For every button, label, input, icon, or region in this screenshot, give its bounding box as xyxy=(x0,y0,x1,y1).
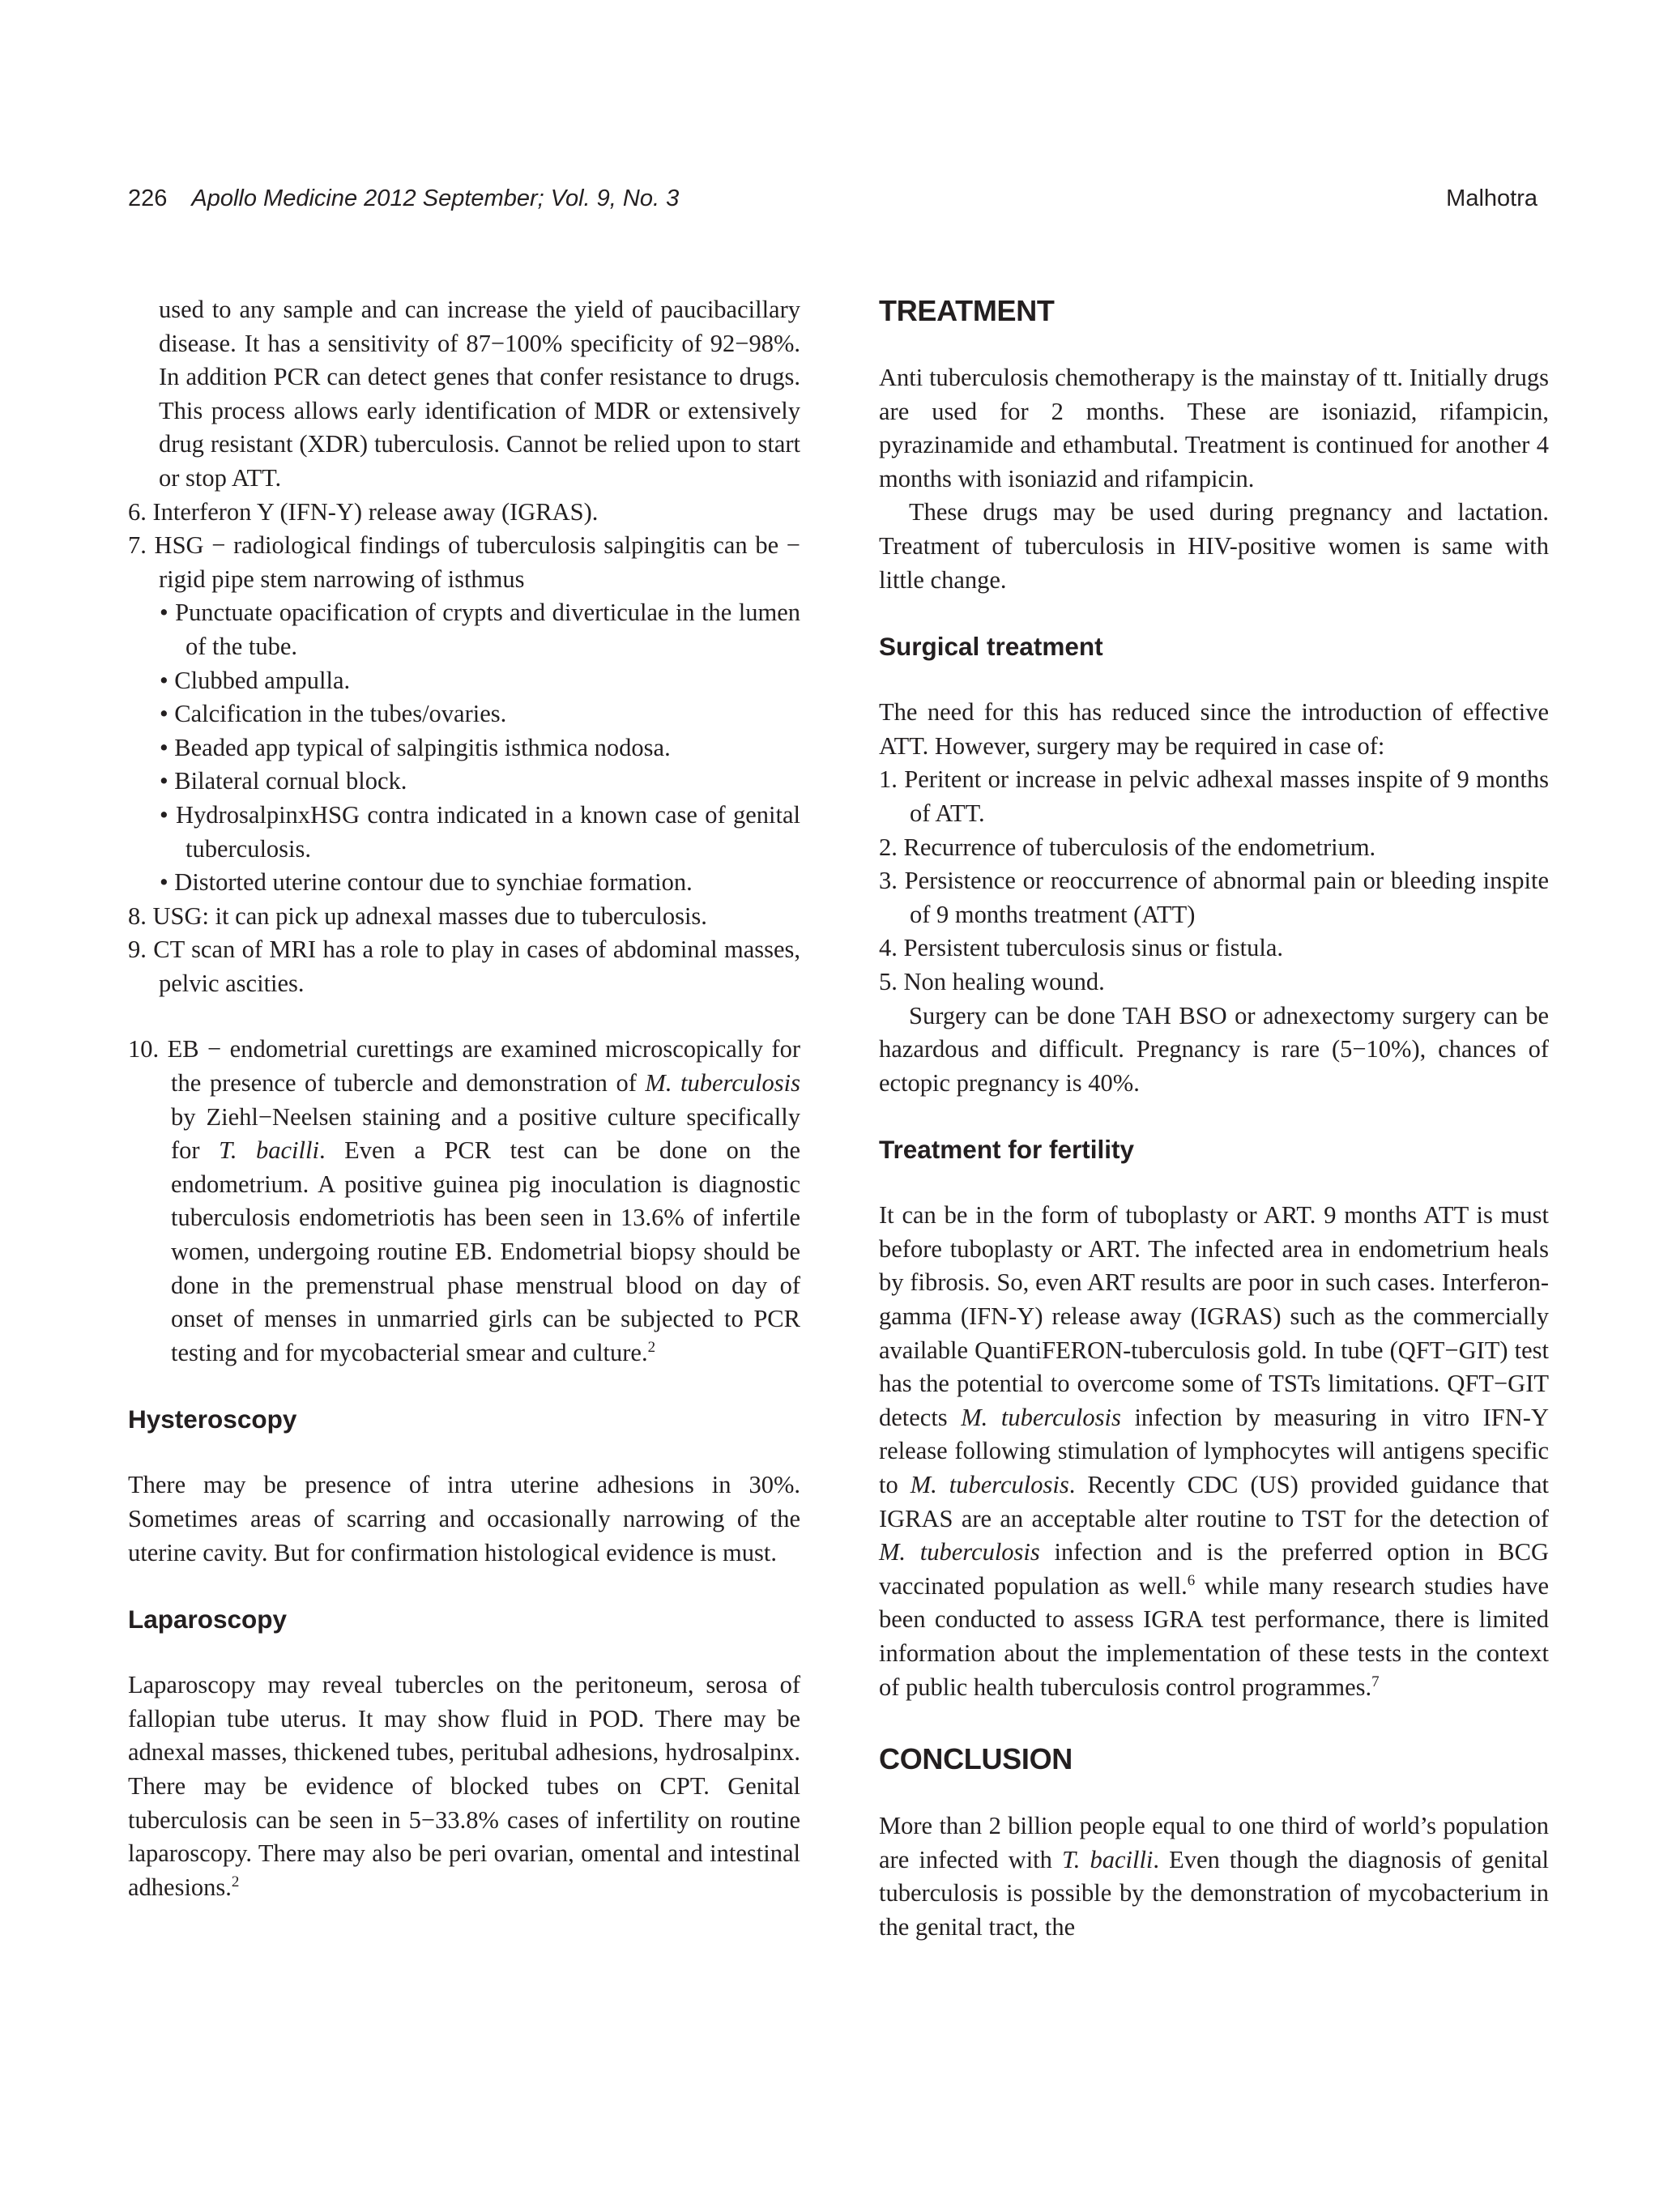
surgical-list-item: 2. Recurrence of tuberculosis of the endometrium. xyxy=(879,833,1376,861)
laparoscopy-paragraph: Laparoscopy may reveal tubercles on the peritoneum, serosa of fallopian tube uterus. It may show fluid in POD. There may be adnexal masses, thickened tubes, peritubal adhesions, hydrosalpinx. There may be evidence of blocked tubes on CPT. Genital tuberculosis can be seen in 5−33.8% cases of infertility on routine laparoscopy. There may also be peri ovarian, omental and intestinal adhesions.$^2$ xyxy=(128,1671,800,1901)
treatment-paragraph-2: These drugs may be used during pregnancy and lactation. Treatment of tuberculosis in HIV-positive women is same with little change. xyxy=(879,498,1549,594)
fertility-heading: Treatment for fertility xyxy=(879,1135,1135,1165)
species-name: T. bacilli xyxy=(219,1136,319,1165)
hsg-bullet: • Clubbed ampulla. xyxy=(160,666,351,694)
author-name: Malhotra xyxy=(1446,185,1537,211)
right-column xyxy=(879,293,1549,1945)
surgical-intro: The need for this has reduced since the introduction of effective ATT. However, surgery may be required in case of: xyxy=(879,698,1549,760)
running-head xyxy=(128,178,1537,219)
hysteroscopy-heading: Hysteroscopy xyxy=(128,1404,297,1434)
page-number: 226 xyxy=(128,185,168,211)
list-item-8: 8. USG: it can pick up adnexal masses due to tuberculosis. xyxy=(128,901,707,930)
hsg-bullet: • Punctuate opacification of crypts and diverticulae in the lumen of the tube. xyxy=(160,599,800,660)
species-name: T. bacilli xyxy=(1062,1845,1154,1873)
species-name: M. tuberculosis xyxy=(961,1403,1121,1431)
surgical-treatment-heading: Surgical treatment xyxy=(879,632,1103,662)
reference-superscript: 6 xyxy=(1187,1571,1196,1589)
reference-superscript: 2 xyxy=(231,1873,240,1890)
list-item-7: 7. HSG − radiological findings of tuberculosis salpingitis can be − rigid pipe stem narrowing of isthmus xyxy=(128,531,800,593)
reference-superscript: 7 xyxy=(1371,1673,1380,1690)
surgical-list-item: 3. Persistence or reoccurrence of abnormal pain or bleeding inspite of 9 months treatment (ATT) xyxy=(879,867,1549,928)
hsg-bullet: • HydrosalpinxHSG contra indicated in a known case of genital tuberculosis. xyxy=(160,800,800,863)
species-name: M. tuberculosis xyxy=(910,1471,1069,1499)
treatment-paragraph: Anti tuberculosis chemotherapy is the mainstay of tt. Initially drugs are used for 2 months. These are isoniazid, rifampicin, pyrazinamide and ethambutal. Treatment is continued for another 4 months with isoniazid and rifampicin. xyxy=(879,364,1549,492)
running-head-left xyxy=(128,178,679,219)
left-column xyxy=(128,293,800,1904)
hsg-bullet: • Distorted uterine contour due to synchiae formation. xyxy=(160,868,693,897)
journal-citation: Apollo Medicine 2012 September; Vol. 9, No. 3 xyxy=(191,185,680,211)
hsg-bullet: • Beaded app typical of salpingitis isthmica nodosa. xyxy=(160,733,671,761)
conclusion-paragraph: More than 2 billion people equal to one third of world’s population are infected with T. bacilli. Even though the diagnosis of genital tuberculosis is possible by the demonstration of mycobacterium in the genital tract, the xyxy=(879,1812,1550,1941)
hsg-bullet: • Bilateral cornual block. xyxy=(160,767,407,795)
fertility-paragraph: It can be in the form of tuboplasty or ART. 9 months ATT is must before tuboplasty or ART. The infected area in endometrium heals by fibrosis. So, even ART results are poor in such cases. Interferon-gamma (IFN-Y) release away (IGRAS) such as the commercially available QuantiFERON-tuberculosis gold. In tube (QFT−GIT) test has the potential to overcome some of TSTs limitations. QFT−GIT detects M. tuberculosis infection by measuring in vitro IFN-Y release following stimulation of lymphocytes will antigens specific to M. tuberculosis. Recently CDC (US) provided guidance that IGRAS are an acceptable alter routine to TST for the detection of M. tuberculosis infection and is the preferred option in BCG vaccinated population as well.$^6$ while many research studies have been conducted to assess IGRA test performance, there is limited information about the implementation of these tests in the context of public health tuberculosis control programmes.$^7$ xyxy=(879,1201,1549,1701)
treatment-heading: TREATMENT xyxy=(879,294,1055,327)
hysteroscopy-paragraph: There may be presence of intra uterine adhesions in 30%. Sometimes areas of scarring and occasionally narrowing of the uterine cavity. But for confirmation histological evidence is must. xyxy=(128,1471,800,1566)
reference-superscript: 2 xyxy=(647,1338,656,1356)
surgical-list-item: 5. Non healing wound. xyxy=(879,967,1105,995)
hsg-bullet: • Calcification in the tubes/ovaries. xyxy=(160,700,507,728)
list-item-6: 6. Interferon Y (IFN-Y) release away (IGRAS). xyxy=(128,497,599,526)
surgical-paragraph-2: Surgery can be done TAH BSO or adnexectomy surgery can be hazardous and difficult. Pregnancy is rare (5−10%), chances of ectopic pregnancy is 40%. xyxy=(879,1001,1549,1097)
surgical-list-item: 4. Persistent tuberculosis sinus or fistula. xyxy=(879,934,1283,962)
surgical-list-item: 1. Peritent or increase in pelvic adhexal masses inspite of 9 months of ATT. xyxy=(879,765,1549,827)
list-item-10: 10. EB − endometrial curettings are examined microscopically for the presence of tubercle and demonstration of M. tuberculosis by Ziehl−Neelsen staining and a positive culture specifically for T. bacilli. Even a PCR test can be done on the endometrium. A positive guinea pig inoculation is diagnostic tuberculosis endometriotis has been seen in 13.6% of infertile women, undergoing routine EB. Endometrial biopsy should be done in the premenstrual phase menstrual blood on day of onset of menses in unmarried girls can be subjected to PCR testing and for mycobacterial smear and culture.$^2$ xyxy=(128,1035,800,1366)
laparoscopy-heading: Laparoscopy xyxy=(128,1605,288,1634)
continued-paragraph: used to any sample and can increase the yield of paucibacillary disease. It has a sensitivity of 87−100% specificity of 92−98%. In addition PCR can detect genes that confer resistance to drugs. This process allows early identification of MDR or extensively drug resistant (XDR) tuberculosis. Cannot be relied upon to start or stop ATT. xyxy=(159,296,800,492)
species-name: M. tuberculosis xyxy=(879,1538,1040,1566)
list-item-9: 9. CT scan of MRI has a role to play in cases of abdominal masses, pelvic ascities. xyxy=(128,936,800,997)
conclusion-heading: CONCLUSION xyxy=(879,1742,1073,1776)
species-name: M. tuberculosis xyxy=(645,1069,800,1097)
